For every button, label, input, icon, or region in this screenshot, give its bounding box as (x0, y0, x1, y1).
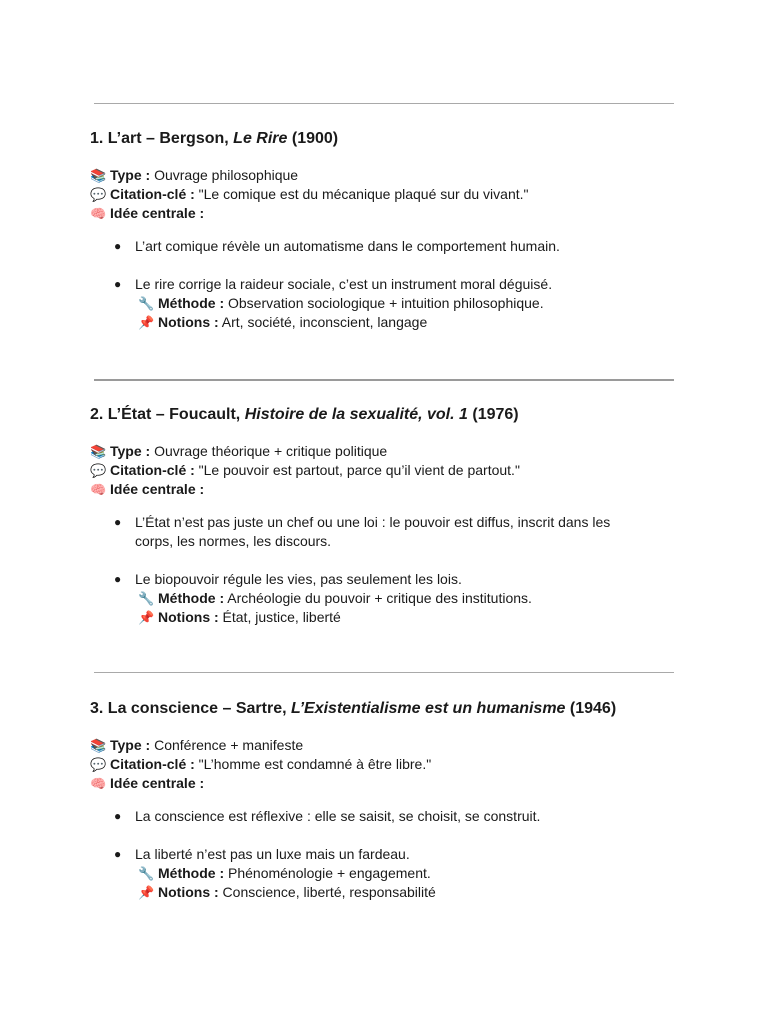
list-item: ● La conscience est réflexive : elle se saisit, se choisit, se construit. (114, 808, 541, 824)
methode-line: 🔧 Méthode : Observation sociologique + intuition philosophique. (138, 295, 544, 311)
bullet-icon: ● (114, 239, 122, 253)
pin-icon: 📌 (138, 885, 155, 900)
points-list (90, 513, 690, 589)
divider-3 (94, 672, 674, 673)
notions-line: 📌 Notions : Art, société, inconscient, langage (138, 314, 428, 330)
year: (1976) (472, 406, 519, 423)
speech-bubble-icon: 💬 (90, 463, 107, 478)
brain-icon: 🧠 (90, 206, 107, 221)
type-line: 📚 Type : Ouvrage théorique + critique politique (90, 443, 388, 459)
section-foucault (90, 405, 690, 627)
books-icon: 📚 (90, 444, 107, 459)
pin-icon: 📌 (138, 610, 155, 625)
bullet-icon: ● (114, 572, 122, 586)
pin-icon: 📌 (138, 315, 155, 330)
type-line: 📚 Type : Conférence + manifeste (90, 737, 304, 753)
points-list (90, 807, 690, 864)
section-bergson (90, 129, 690, 332)
notions-line: 📌 Notions : Conscience, liberté, responsabilité (138, 884, 436, 900)
work-title: Le Rire (233, 130, 288, 147)
divider-2 (94, 379, 674, 381)
citation-line: 💬 Citation-clé : "L’homme est condamné à être libre." (90, 756, 432, 772)
bullet-icon: ● (114, 515, 122, 529)
section-title: 3. La conscience – Sartre, L’Existentialisme est un humanisme (1946) (90, 700, 617, 717)
speech-bubble-icon: 💬 (90, 757, 107, 772)
list-item: ● La liberté n’est pas un luxe mais un fardeau. (114, 846, 410, 862)
section-title: 2. L’État – Foucault, Histoire de la sexualité, vol. 1 (1976) (90, 406, 519, 423)
wrench-icon: 🔧 (138, 591, 155, 606)
list-item: ● L’art comique révèle un automatisme dans le comportement humain. (114, 238, 560, 254)
brain-icon: 🧠 (90, 776, 107, 791)
speech-bubble-icon: 💬 (90, 187, 107, 202)
idee-line: 🧠 Idée centrale : (90, 205, 205, 221)
idee-line: 🧠 Idée centrale : (90, 481, 205, 497)
bullet-icon: ● (114, 809, 122, 823)
wrench-icon: 🔧 (138, 866, 155, 881)
list-item: ● L’État n’est pas juste un chef ou une loi : le pouvoir est diffus, inscrit dans les corps, les normes, les discours. (114, 514, 611, 549)
books-icon: 📚 (90, 738, 107, 753)
citation-line: 💬 Citation-clé : "Le pouvoir est partout, parce qu’il vient de partout." (90, 462, 520, 478)
bullet-icon: ● (114, 847, 122, 861)
wrench-icon: 🔧 (138, 296, 155, 311)
notions-line: 📌 Notions : État, justice, liberté (138, 609, 341, 625)
work-title: Histoire de la sexualité, vol. 1 (244, 406, 468, 423)
brain-icon: 🧠 (90, 482, 107, 497)
type-line: 📚 Type : Ouvrage philosophique (90, 167, 299, 183)
list-item: ● Le biopouvoir régule les vies, pas seulement les lois. (114, 571, 462, 587)
methode-line: 🔧 Méthode : Archéologie du pouvoir + critique des institutions. (138, 590, 532, 606)
methode-line: 🔧 Méthode : Phénoménologie + engagement. (138, 865, 431, 881)
bullet-icon: ● (114, 277, 122, 291)
citation-line: 💬 Citation-clé : "Le comique est du mécanique plaqué sur du vivant." (90, 186, 529, 202)
points-list (90, 237, 690, 294)
idee-line: 🧠 Idée centrale : (90, 775, 205, 791)
section-title: 1. L’art – Bergson, Le Rire (1900) (90, 130, 339, 147)
section-sartre (90, 699, 690, 902)
list-item: ● Le rire corrige la raideur sociale, c’est un instrument moral déguisé. (114, 276, 553, 292)
work-title: L’Existentialisme est un humanisme (291, 700, 566, 717)
books-icon: 📚 (90, 168, 107, 183)
divider-1 (94, 103, 674, 104)
year: (1946) (569, 700, 617, 717)
year: (1900) (291, 130, 339, 147)
